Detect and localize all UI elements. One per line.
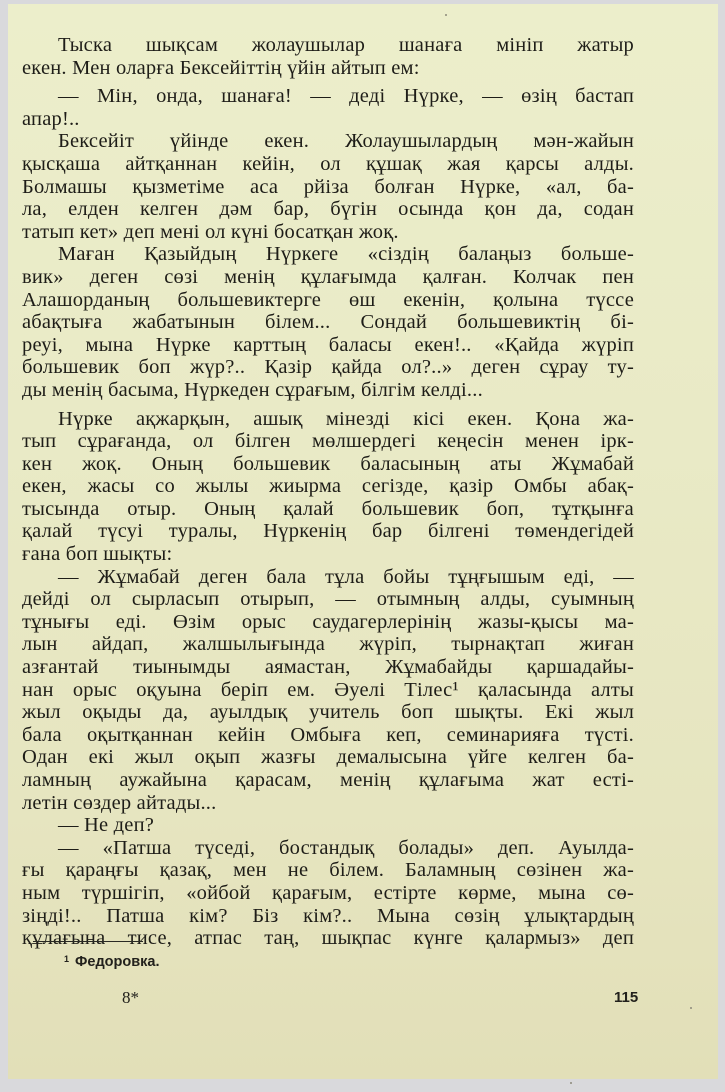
text-line: Алашорданың большевиктерге өш екенін, қолына түссе [22,288,634,311]
text-line: — Не деп? [58,814,155,837]
text-line: қалай түсуі туралы, Нүркенің бар білгені төмендегідей [22,520,634,543]
footnote-rule [33,941,143,942]
text-line: — «Патша түседі, бостандық болады» деп. Ауылда- [58,836,634,859]
text-line: құлағына тисе, атпас таң, шықпас күнге қалармыз» деп [22,927,634,950]
text-line: Одан екі жыл оқып жазғы демалысына үйге келген ба- [22,746,634,769]
text-line: кен жоқ. Оның большевик баласының аты Жұмабай [22,452,634,475]
text-line: тұнығы еді. Өзім орыс саудагерлерінің жазы-қысы ма- [22,610,634,633]
text-line: тысында отыр. Оның қалай большевик боп, тұтқынға [22,497,634,520]
text-line: ғана боп шықты: [22,543,173,566]
page-number: 115 [614,989,639,1006]
print-speck [445,14,447,16]
text-line: ным түршігіп, «ойбой қарағым, естірте көрме, мына сө- [22,881,634,904]
text-line: зіңді!.. Патша кім? Біз кім?.. Мына сөзің ұлықтардың [22,904,634,927]
text-line: бала оқытқаннан кейін Омбыға кеп, семинарияға түсті. [22,723,634,746]
text-line: летін сөздер айтады... [22,791,217,814]
text-line: татып кет» деп мені ол күні босатқан жоқ. [22,220,399,243]
text-line: Маған Қазыйдың Нүркеге «сіздің балаңыз больше- [58,243,634,266]
print-speck [690,1007,692,1009]
footnote-text: Федоровка. [75,954,160,970]
text-line: ламның аужайына қарасам, менің құлағыма жат есті- [22,769,634,791]
text-line: жыл оқыды да, ауылдық учитель боп шықты. Екі жыл [22,701,634,724]
text-line: дейді ол сырласып отырып, — отымның алды, суымның [22,588,634,611]
text-line: — Жұмабай деген бала тұла бойы тұңғышым еді, — [58,565,634,588]
body-text [22,34,634,950]
text-line: абақтыға жабатынын білем... Сондай большевиктің бі- [22,311,634,334]
text-line: қысқаша айтқаннан кейін, ол құшақ жая қарсы алды. [22,152,634,175]
text-line: Бексейіт үйінде екен. Жолаушылардың мән-жайын [58,130,634,153]
footnote [64,954,160,970]
signature-mark: 8* [122,988,139,1007]
text-line: екен, жасы со жылы жиырма сегізде, қазір Омбы абақ- [22,475,634,498]
text-line: вик» деген сөзі менің құлағымда қалған. Колчак пен [22,265,634,288]
print-speck [570,1082,572,1084]
text-line: апар!.. [22,107,80,130]
text-line: большевик боп жүр?.. Қазір қайда ол?..» деген сұрау ту- [22,356,634,379]
text-line: — Мін, онда, шанаға! — деді Нүрке, — өзің бастап [58,85,634,108]
text-line: азғантай тиынымды аямастан, Жұмабайды қаршадайы- [22,656,634,679]
footnote-marker: 1 [64,954,70,964]
text-line: тып сұрағанда, ол білген мөлшердегі кеңесін менен ірк- [22,430,634,453]
text-line: ды менің басыма, Нүркеден сұрағым, білгім келді... [22,378,483,401]
text-line: нан орыс оқуына беріп ем. Әуелі Тілес¹ қаласында алты [22,678,634,701]
text-line: ғы қараңғы қазақ, мен не білем. Баламның сөзінен жа- [22,859,634,882]
text-line: реуі, мына Нүрке карттың баласы екен!.. «Қайда жүріп [22,333,634,356]
text-line: Нүрке ақжарқын, ашық мінезді кісі екен. Қона жа- [58,407,634,430]
text-line: Болмашы қызметіме аса рйіза болған Нүрке, «ал, ба- [22,175,634,198]
text-line: лын айдап, жалшылығында жүріп, тырнақтап жиған [22,633,634,656]
text-line: Тыска шықсам жолаушылар шанаға мініп жатыр [58,34,634,56]
book-page [8,4,718,1079]
text-line: ла, елден келген дәм бар, бүгін осында қон да, содан [22,198,634,221]
text-line: екен. Мен оларға Бексейіттің үйін айтып ем: [22,56,420,79]
